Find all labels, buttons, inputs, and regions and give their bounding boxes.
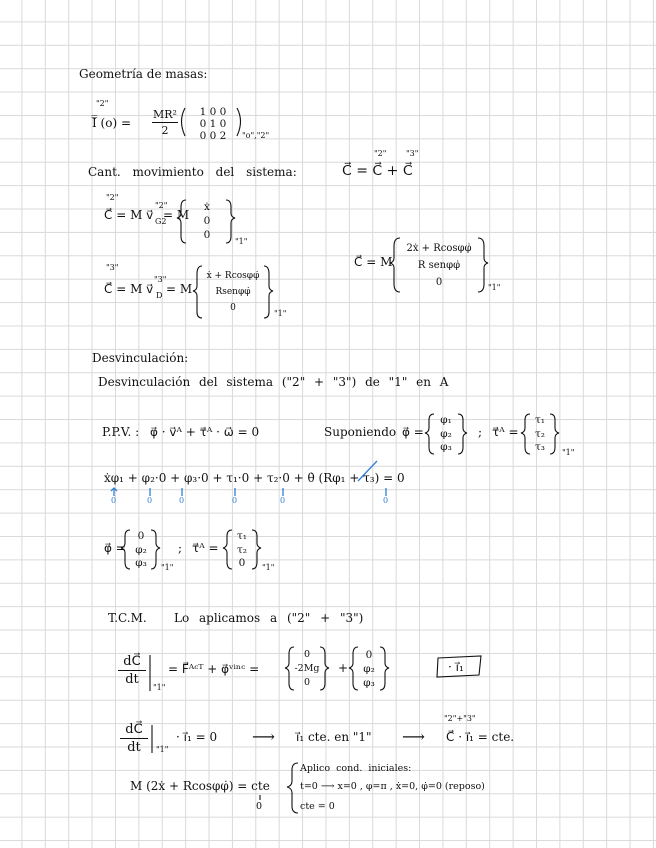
c2-vector (184, 200, 230, 242)
result-tau-vector (230, 530, 254, 571)
desv-subheading: Desvinculación del sistema ("2" + "3") de "1" en A (98, 375, 449, 389)
ctotal-val-1: 2ẋ + Rcosφφ̇ (406, 243, 472, 254)
ctotal-val-2: R senφφ̇ (417, 260, 461, 271)
cons-arrow-1: ⟶ (252, 727, 275, 746)
result-phi-lhs: φ⃗ = (104, 541, 126, 555)
c2-lhs: C⃗ = M v⃗ (104, 208, 154, 222)
ppv-suponiendo: Suponiendo (324, 425, 397, 439)
c3-v-superscript: "3" (154, 275, 167, 284)
ppv-label: P.P.V. : (102, 425, 140, 439)
c2-eq: = M (163, 208, 190, 222)
tcm-react-3: φ₃ (363, 677, 375, 689)
cons-text-1: i⃗₁ cte. en "1" (296, 730, 372, 744)
c3-val-3: 0 (230, 303, 236, 313)
inertia-lhs: I̿ (o) = (92, 116, 132, 130)
c2-val-2: 0 (203, 215, 211, 227)
c3-v-subscript: D (156, 291, 163, 300)
inertia-row-3: 0 0 2 (199, 130, 227, 142)
ppv-tau-lhs: τ⃗ᴬ = (492, 425, 519, 439)
final-lhs: M (2ẋ + Rcosφφ̇) = cte (130, 779, 270, 793)
c2-v-subscript: G2 (155, 217, 167, 226)
inertia-base: "o","2" (242, 131, 270, 140)
tcm-derivative (118, 654, 146, 687)
ppv-phi-lhs: φ⃗ = (402, 425, 424, 439)
tcm-weight-3: 0 (303, 677, 311, 688)
c2-val-1: ẋ (204, 201, 210, 213)
result-phi-2: φ₂ (135, 543, 147, 556)
result-separator: ; (178, 541, 183, 555)
virtual-mark-5: 0 (280, 496, 286, 505)
result-phi-3: φ₃ (135, 557, 147, 569)
tcm-reaction-vector (356, 648, 382, 690)
ppv-tau-3: τ₃ (534, 441, 546, 453)
cant-sup-2: "2" (374, 149, 387, 158)
c3-lhs: C⃗ = M v⃗ (104, 282, 154, 296)
cons-deriv-num: dC⃗ (125, 722, 143, 737)
result-tau-1: τ₁ (236, 530, 248, 542)
result-tau-2: τ₂ (236, 543, 248, 556)
ppv-phi-vector (432, 414, 460, 455)
final-line-1: Aplico cond. iniciales: (300, 763, 412, 774)
c2-base: "1" (235, 237, 248, 246)
cons-deriv-base: "1" (156, 745, 169, 754)
result-phi-1: 0 (137, 530, 145, 542)
ppv-phi-3: φ₃ (440, 441, 452, 453)
ppv-base: "1" (562, 448, 575, 457)
c3-vector (200, 268, 266, 316)
tcm-deriv-num: dC⃗ (123, 654, 141, 669)
result-tau-3: 0 (238, 557, 246, 569)
ppv-tau-vector (528, 414, 552, 455)
ctotal-val-3: 0 (435, 277, 443, 288)
cons-text-2: C⃗ · i⃗₁ = cte. (446, 730, 515, 744)
tcm-text: Lo aplicamos a ("2" + "3") (174, 611, 364, 625)
ppv-tau-1: τ₁ (534, 414, 546, 426)
virtual-mark-3: 0 (179, 496, 185, 505)
result-phi-base: "1" (161, 563, 174, 572)
result-tau-lhs: τ⃗ᴬ = (192, 541, 219, 555)
c3-val-1: ẋ + Rcosφφ̇ (206, 271, 260, 281)
ppv-phi-2: φ₂ (440, 427, 452, 440)
tcm-react-1: 0 (365, 649, 373, 661)
ppv-expression: φ⃗ · v⃗ᴬ + τ⃗ᴬ · ω⃗ = 0 (150, 425, 260, 439)
ctotal-lhs: C⃗ = M (354, 255, 393, 269)
virtual-expression: ẋφ₁ + φ₂·0 + φ₃·0 + τ₁·0 + τ₂·0 + θ̇ (Rφ₁ + τ₃) = 0 (104, 471, 405, 485)
virtual-mark-1: 0 (111, 496, 117, 505)
c2-superscript: "2" (106, 193, 119, 202)
result-phi-vector (128, 530, 154, 571)
inertia-frac-den: 2 (161, 124, 169, 137)
desv-heading: Desvinculación: (92, 351, 189, 365)
tcm-weight-2: -2Mg (294, 663, 320, 674)
tcm-react-2: φ₂ (363, 663, 375, 675)
ctotal-vector (398, 240, 480, 291)
tcm-weight-1: 0 (303, 649, 311, 660)
c3-eq: = M (166, 282, 193, 296)
tcm-deriv-base: "1" (153, 683, 166, 692)
inertia-fraction (152, 108, 178, 137)
inertia-frac-num: MR² (153, 108, 177, 121)
virtual-mark-4: 0 (232, 496, 238, 505)
tcm-boxed-unit-vector: · i⃗₁ (448, 660, 464, 674)
c2-v-superscript: "2" (155, 201, 168, 210)
ppv-phi-1: φ₁ (440, 414, 452, 426)
tcm-label: T.C.M. (108, 611, 147, 625)
cant-sup-3: "3" (406, 149, 419, 158)
c2-val-3: 0 (203, 229, 211, 241)
inertia-matrix (190, 106, 236, 142)
cant-label: Cant. movimiento del sistema: (88, 165, 297, 179)
section-title-geometria: Geometría de masas: (79, 67, 208, 81)
final-zero: 0 (256, 801, 263, 812)
ctotal-base: "1" (488, 283, 501, 292)
tcm-plus: + (338, 661, 349, 675)
c3-base: "1" (274, 309, 287, 318)
result-tau-base: "1" (262, 563, 275, 572)
virtual-mark-6: 0 (383, 496, 389, 505)
c3-superscript: "3" (106, 263, 119, 272)
inertia-row-1: 1 0 0 (199, 106, 227, 118)
tcm-weight-vector (292, 648, 322, 690)
tcm-deriv-den: dt (125, 672, 139, 687)
inertia-row-2: 0 1 0 (199, 118, 227, 130)
cons-derivative (120, 722, 148, 755)
tcm-rhs: = F⃗ᴬᶜᵀ + φ⃗ᵛⁱⁿᶜ = (168, 662, 260, 676)
inertia-superscript: "2" (96, 99, 109, 108)
cons-deriv-den: dt (127, 740, 141, 755)
cons-mid: · i⃗₁ = 0 (176, 730, 218, 744)
c3-val-2: Rsenφφ̇ (215, 287, 251, 297)
final-line-3: cte = 0 (300, 801, 335, 812)
final-line-2: t=0 ⟶ x=0 , φ=π , ẋ=0, φ̇=0 (reposo) (300, 781, 485, 792)
ppv-tau-2: τ₂ (534, 427, 546, 440)
cons-superscript: "2"+"3" (444, 714, 476, 723)
virtual-mark-2: 0 (147, 496, 153, 505)
cant-expression: C⃗ = C⃗ + C⃗ (342, 163, 413, 179)
cons-arrow-2: ⟶ (402, 727, 425, 746)
